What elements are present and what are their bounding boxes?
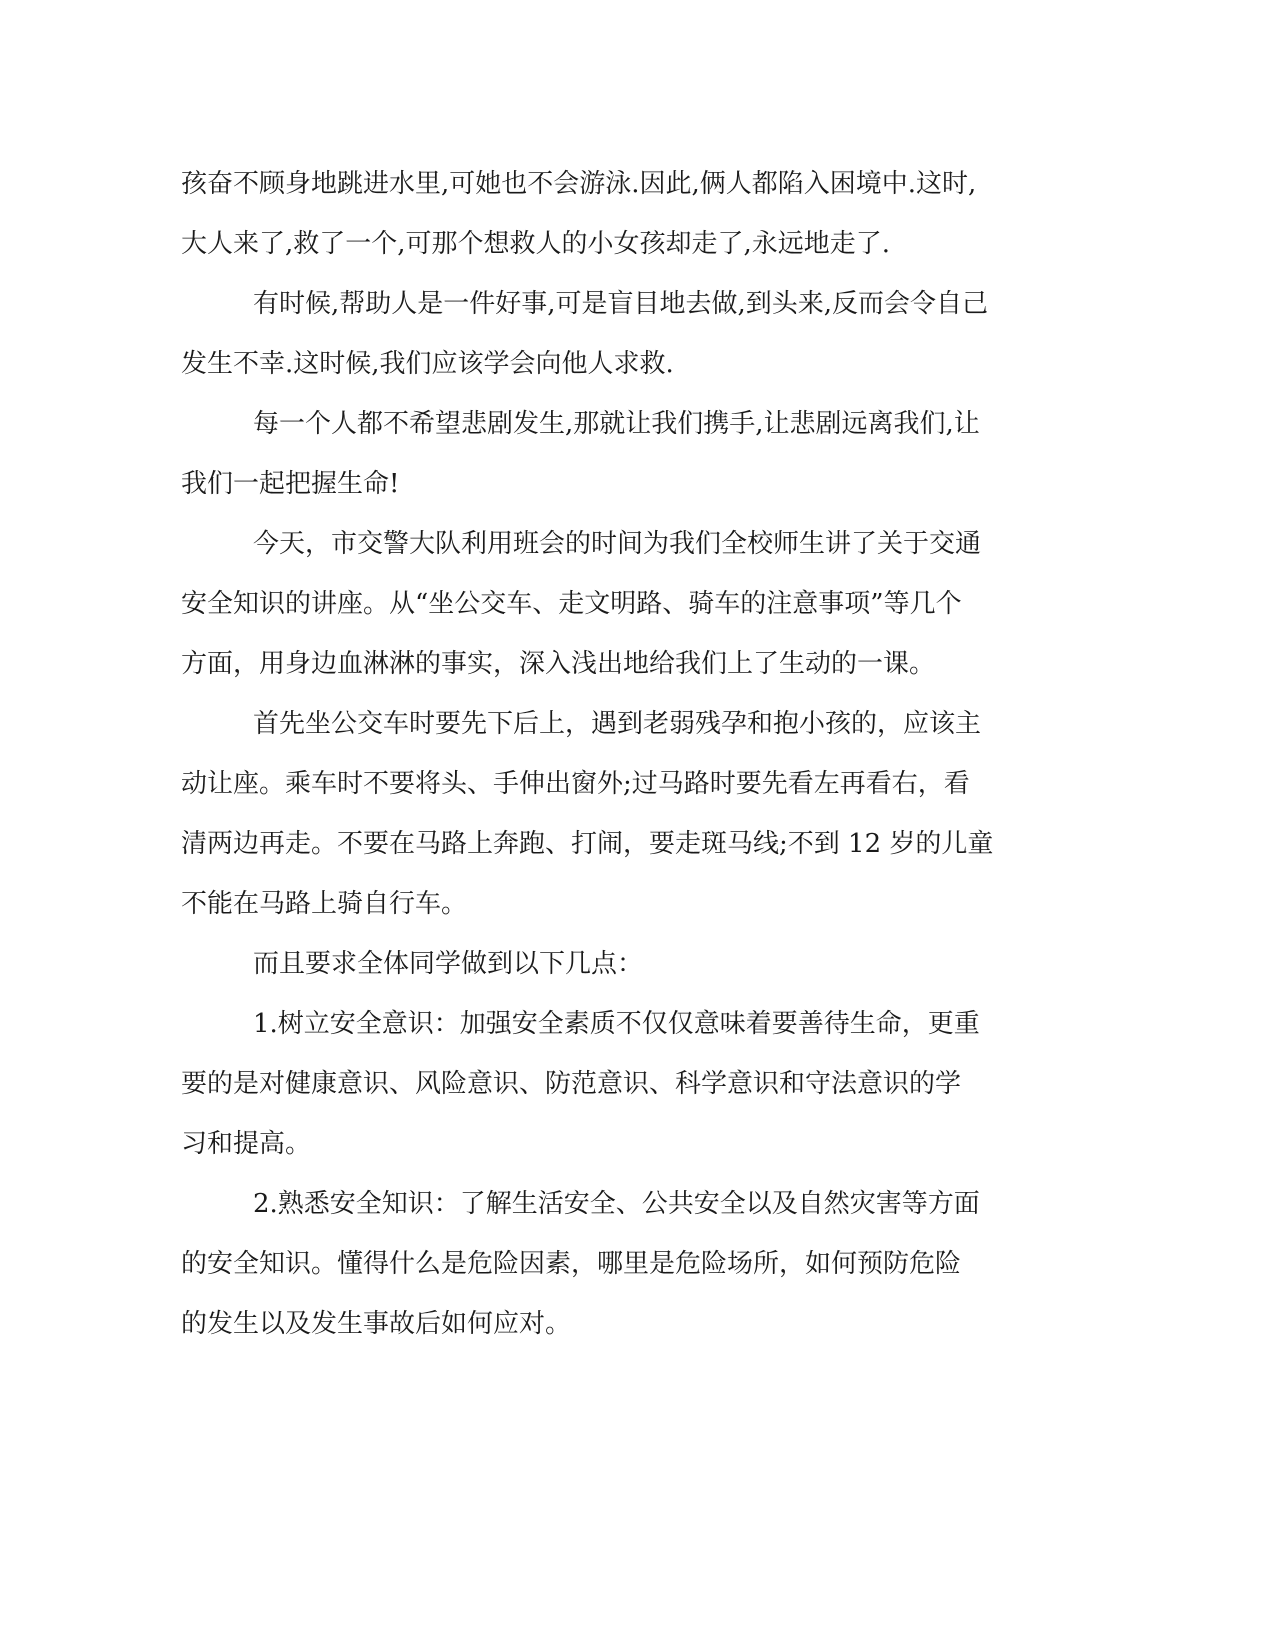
text-line: 动让座。乘车时不要将头、手伸出窗外;过马路时要先看左再看右，看	[181, 769, 970, 799]
text-line: 习和提高。	[181, 1129, 312, 1159]
document-body	[181, 154, 1051, 1354]
text-line: 安全知识的讲座。从“坐公交车、走文明路、骑车的注意事项”等几个	[181, 589, 962, 619]
list-item-first-line: 1.树立安全意识：加强安全素质不仅仅意味着要善待生命，更重	[253, 1009, 980, 1039]
paragraph-first-line: 有时候,帮助人是一件好事,可是盲目地去做,到头来,反而会令自己	[253, 289, 989, 319]
text-line: 孩奋不顾身地跳进水里,可她也不会游泳.因此,俩人都陷入困境中.这时,	[181, 169, 977, 199]
paragraph-first-line: 今天，市交警大队利用班会的时间为我们全校师生讲了关于交通	[253, 529, 982, 559]
paragraph-first-line: 每一个人都不希望悲剧发生,那就让我们携手,让悲剧远离我们,让	[253, 409, 980, 439]
text-line: 的发生以及发生事故后如何应对。	[181, 1309, 572, 1339]
list-item-first-line: 2.熟悉安全知识：了解生活安全、公共安全以及自然灾害等方面	[253, 1189, 980, 1219]
text-line: 的安全知识。懂得什么是危险因素，哪里是危险场所，如何预防危险	[181, 1249, 962, 1279]
text-line: 方面，用身边血淋淋的事实，深入浅出地给我们上了生动的一课。	[181, 649, 936, 679]
text-line: 不能在马路上骑自行车。	[181, 889, 468, 919]
text-line: 发生不幸.这时候,我们应该学会向他人求救.	[181, 349, 674, 379]
text-line: 要的是对健康意识、风险意识、防范意识、科学意识和守法意识的学	[181, 1069, 962, 1099]
text-line: 大人来了,救了一个,可那个想救人的小女孩却走了,永远地走了.	[181, 229, 891, 259]
text-line: 我们一起把握生命!	[181, 469, 400, 499]
paragraph-first-line: 首先坐公交车时要先下后上，遇到老弱残孕和抱小孩的，应该主	[253, 709, 982, 739]
text-line: 清两边再走。不要在马路上奔跑、打闹，要走斑马线;不到 12 岁的儿童	[181, 829, 994, 859]
paragraph-first-line: 而且要求全体同学做到以下几点：	[253, 949, 644, 979]
